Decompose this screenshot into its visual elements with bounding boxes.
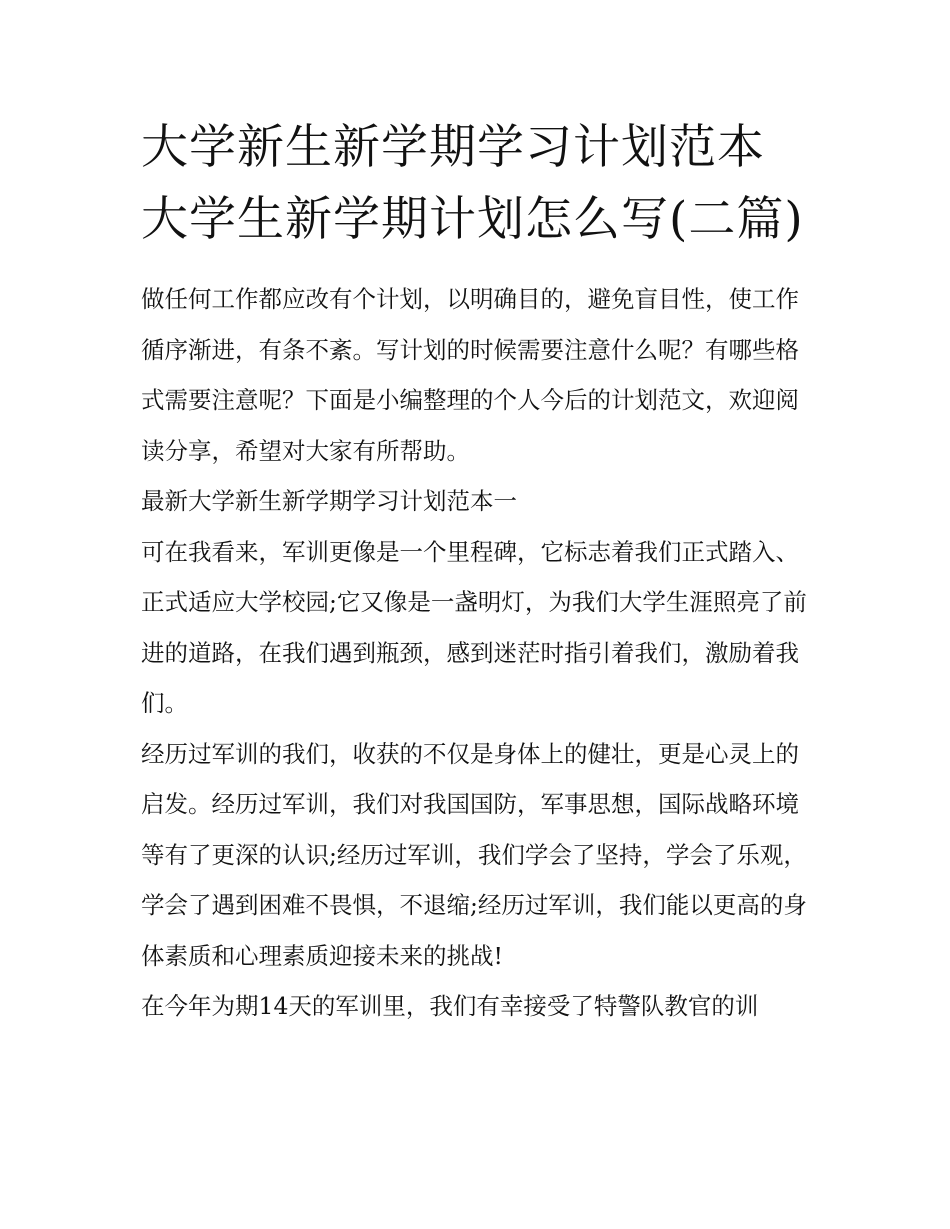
section-heading: 最新大学新生新学期学习计划范本一 [141, 487, 517, 515]
document-page [141, 112, 813, 1032]
document-body [141, 274, 813, 1032]
document-title: 大学新生新学期学习计划范本 大学生新学期计划怎么写(二篇) [141, 120, 804, 247]
paragraph-military-training-milestone: 可在我看来，军训更像是一个里程碑，它标志着我们正式踏入、正式适应大学校园;它又像是一盏明灯，为我们大学生涯照亮了前进的道路，在我们遇到瓶颈，感到迷茫时指引着我们，激励着我们。 [141, 537, 807, 717]
paragraph-military-training-period: 在今年为期14天的军训里，我们有幸接受了特警队教官的训 [141, 992, 759, 1020]
paragraph-military-training-gains: 经历过军训的我们，收获的不仅是身体上的健壮，更是心灵上的启发。经历过军训，我们对我国国防，军事思想，国际战略环境等有了更深的认识;经历过军训，我们学会了坚持，学会了乐观，学会了遇到困难不畏惧，不退缩;经历过军训，我们能以更高的身体素质和心理素质迎接未来的挑战! [141, 739, 807, 970]
paragraph-intro: 做任何工作都应改有个计划，以明确目的，避免盲目性，使工作循序渐进，有条不紊。写计划的时候需要注意什么呢？有哪些格式需要注意呢？下面是小编整理的个人今后的计划范文，欢迎阅读分享，希望对大家有所帮助。 [141, 285, 799, 465]
